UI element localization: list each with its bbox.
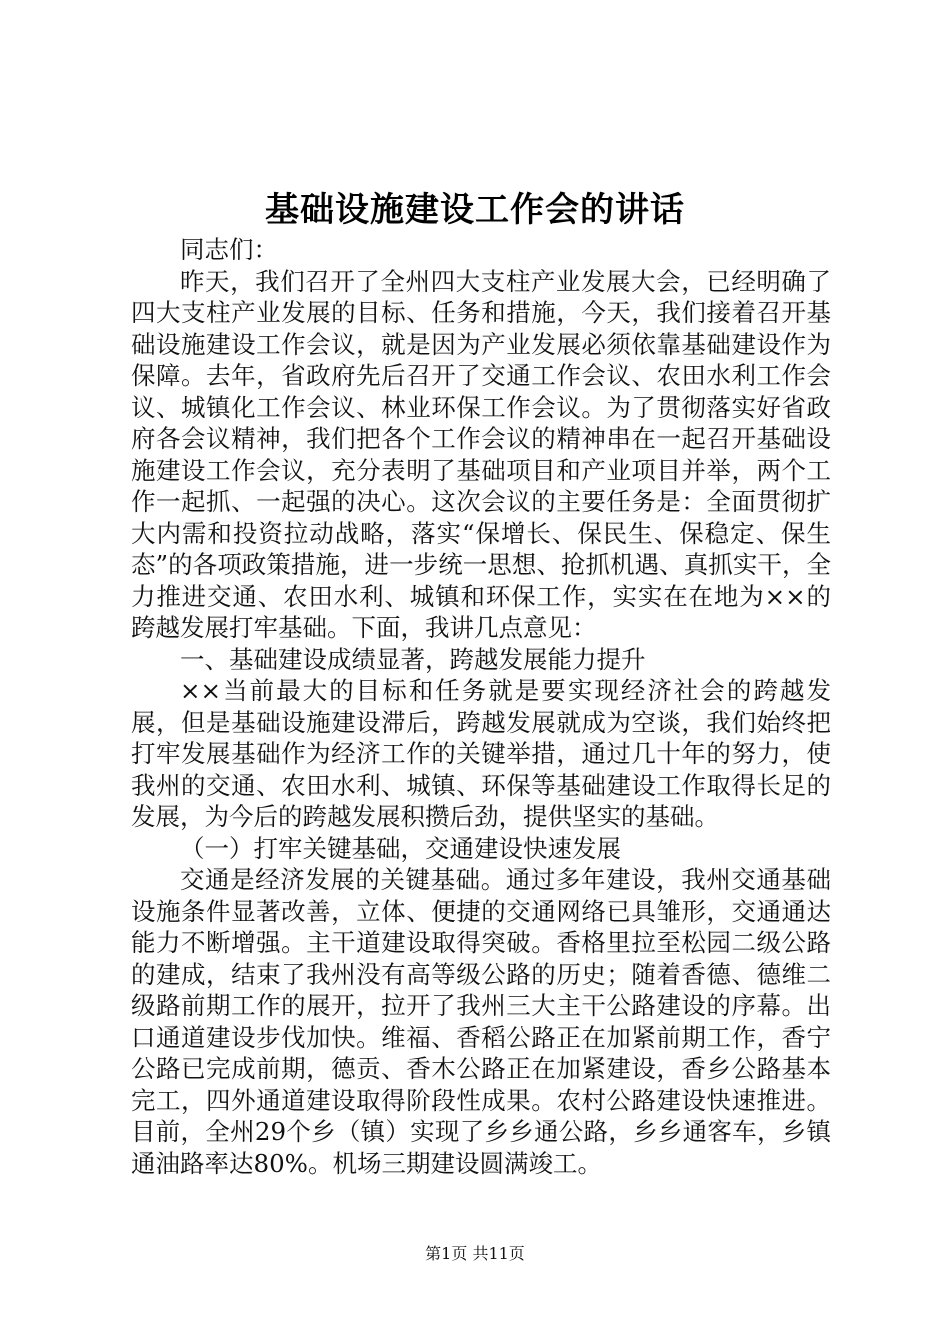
salutation: 同志们： (180, 235, 278, 264)
paragraph: 交通是经济发展的关键基础。通过多年建设，我州交通基础设施条件显著改善，立体、便捷的交通网络已具雏形，交通通达能力不断增强。主干道建设取得突破。香格里拉至松园二级公路的建成，结束了我州没有高等级公路的历史；随着香德、德维二级路前期工作的展开，拉开了我州三大主干公路建设的序幕。出口通道建设步伐加快。维福、香稻公路正在加紧前期工作，香宁公路已完成前期，德贡、香木公路正在加紧建设，香乡公路基本完工，四外通道建设取得阶段性成果。农村公路建设快速推进。目前，全州29个乡（镇）实现了乡乡通公路，乡乡通客车，乡镇通油路率达80%。机场三期建设圆满竣工。 (131, 865, 831, 1178)
paragraph: 昨天，我们召开了全州四大支柱产业发展大会，已经明确了四大支柱产业发展的目标、任务和措施，今天，我们接着召开基础设施建设工作会议，就是因为产业发展必须依靠基础建设作为保障。去年，省政府先后召开了交通工作会议、农田水利工作会议、城镇化工作会议、林业环保工作会议。为了贯彻落实好省政府各会议精神，我们把各个工作会议的精神串在一起召开基础设施建设工作会议，充分表明了基础项目和产业项目并举，两个工作一起抓、一起强的决心。这次会议的主要任务是：全面贯彻扩大内需和投资拉动战略，落实“保增长、保民生、保稳定、保生态”的各项政策措施，进一步统一思想、抢抓机遇、真抓实干，全力推进交通、农田水利、城镇和环保工作，实实在在地为××的跨越发展打牢基础。下面，我讲几点意见： (131, 266, 831, 642)
document-title: 基础设施建设工作会的讲话 (265, 190, 685, 230)
section-heading: 一、基础建设成绩显著，跨越发展能力提升 (180, 644, 646, 674)
subsection-heading: （一）打牢关键基础，交通建设快速发展 (180, 833, 621, 863)
paragraph: ××当前最大的目标和任务就是要实现经济社会的跨越发展，但是基础设施建设滞后，跨越发展就成为空谈，我们始终把打牢发展基础作为经济工作的关键举措，通过几十年的努力，使我州的交通、农田水利、城镇、环保等基础建设工作取得长足的发展，为今后的跨越发展积攒后劲，提供坚实的基础。 (131, 676, 831, 831)
document-body (131, 234, 831, 1179)
page-footer: 第1页 共11页 (425, 1244, 525, 1263)
